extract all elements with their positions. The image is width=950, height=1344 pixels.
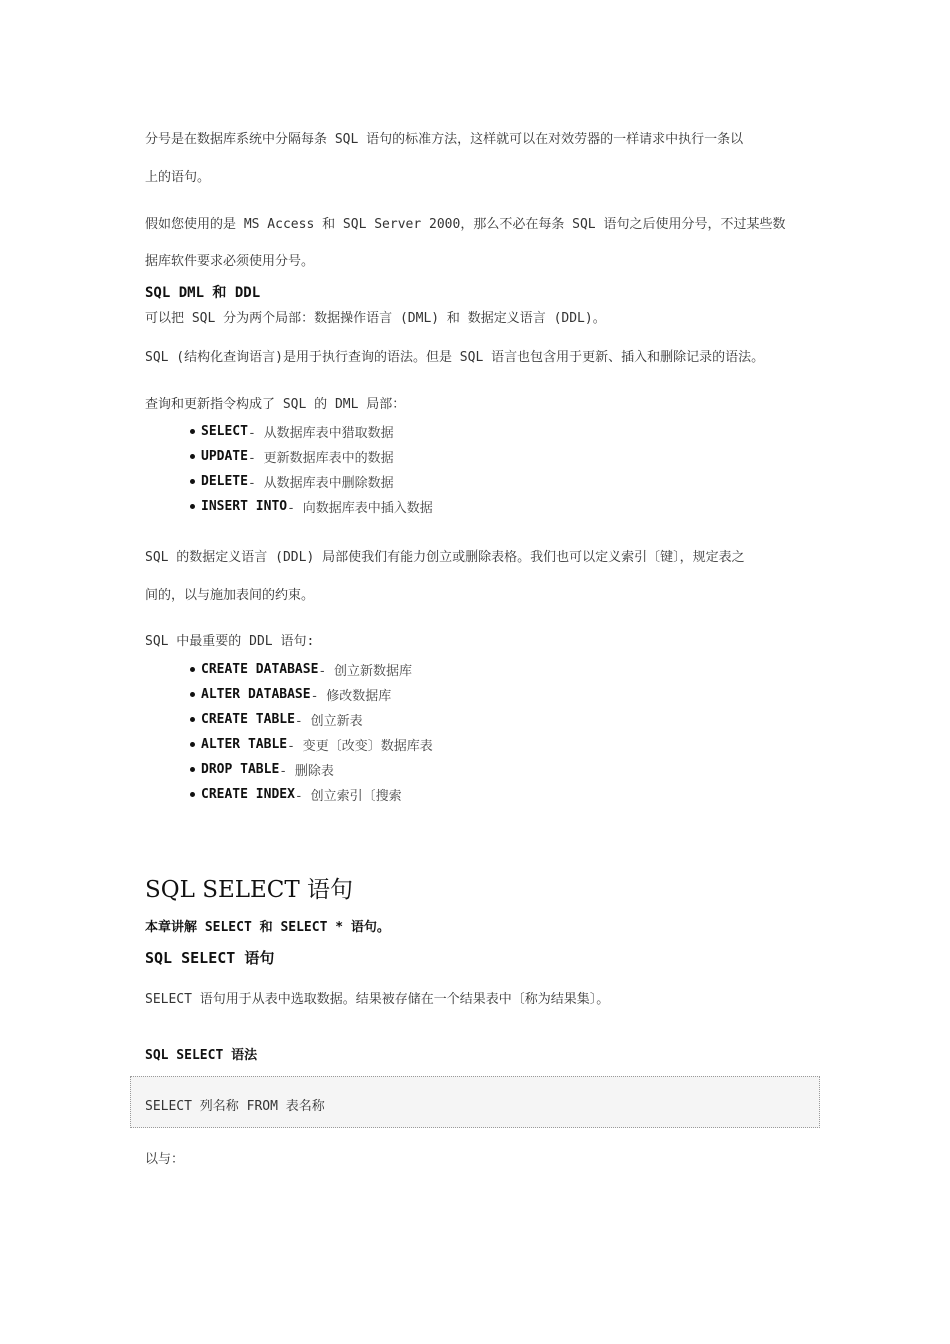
- command-keyword: ALTER TABLE: [201, 737, 288, 752]
- bullet-icon: [190, 667, 195, 672]
- command-keyword: DELETE: [201, 474, 248, 489]
- ddl-paragraph-line-1: SQL 的数据定义语言 (DDL) 局部使我们有能力创立或删除表格。我们也可以定义索引〔键〕，规定表之: [145, 550, 745, 565]
- list-item: [190, 444, 433, 469]
- command-description: - 从数据库表中删除数据: [247, 476, 394, 491]
- syntax-heading: SQL SELECT 语法: [145, 1048, 258, 1063]
- code-block: [130, 1076, 820, 1128]
- bullet-icon: [190, 429, 195, 434]
- command-keyword: CREATE TABLE: [201, 712, 295, 727]
- bullet-icon: [190, 479, 195, 484]
- command-description: - 创立新数据库: [318, 664, 413, 679]
- list-item: [190, 757, 433, 782]
- trailing-text: 以与：: [145, 1152, 185, 1167]
- select-section-title: SQL SELECT 语句: [145, 877, 354, 903]
- command-keyword: CREATE INDEX: [201, 787, 295, 802]
- list-item: [190, 657, 433, 682]
- list-item: [190, 419, 433, 444]
- ddl-statements-intro: SQL 中最重要的 DDL 语句:: [145, 634, 315, 649]
- dml-ddl-heading: SQL DML 和 DDL: [145, 285, 261, 301]
- bullet-icon: [190, 742, 195, 747]
- command-keyword: SELECT: [201, 424, 248, 439]
- code-text: SELECT 列名称 FROM 表名称: [145, 1099, 325, 1114]
- command-description: - 创立新表: [294, 714, 363, 729]
- dml-ddl-paragraph-2: SQL (结构化查询语言)是用于执行查询的语法。但是 SQL 语言也包含用于更新、插入和删除记录的语法。: [145, 350, 765, 365]
- bullet-icon: [190, 692, 195, 697]
- intro-paragraph-line-1: 分号是在数据库系统中分隔每条 SQL 语句的标准方法，这样就可以在对效劳器的一样请求中执行一条以: [145, 132, 744, 147]
- intro-paragraph-line-3: 假如您使用的是 MS Access 和 SQL Server 2000，那么不必在每条 SQL 语句之后使用分号，不过某些数: [145, 217, 786, 232]
- command-keyword: ALTER DATABASE: [201, 687, 311, 702]
- intro-paragraph-line-4: 据库软件要求必须使用分号。: [145, 254, 315, 269]
- bullet-icon: [190, 504, 195, 509]
- command-description: - 修改数据库: [310, 689, 392, 704]
- list-item: [190, 707, 433, 732]
- ddl-paragraph-line-2: 间的，以与施加表间的约束。: [145, 588, 315, 603]
- bullet-icon: [190, 767, 195, 772]
- intro-paragraph-line-2: 上的语句。: [145, 170, 211, 185]
- bullet-icon: [190, 717, 195, 722]
- list-item: [190, 682, 433, 707]
- list-item: [190, 782, 433, 807]
- dml-command-list: [190, 419, 433, 519]
- command-keyword: INSERT INTO: [201, 499, 288, 514]
- command-description: - 创立索引〔搜索: [294, 789, 402, 804]
- command-description: - 删除表: [279, 764, 334, 779]
- select-description: SELECT 语句用于从表中选取数据。结果被存储在一个结果表中〔称为结果集〕。: [145, 992, 610, 1007]
- command-keyword: DROP TABLE: [201, 762, 280, 777]
- list-item: [190, 494, 433, 519]
- command-description: - 从数据库表中猎取数据: [247, 426, 394, 441]
- list-item: [190, 732, 433, 757]
- ddl-command-list: [190, 657, 433, 807]
- bullet-icon: [190, 792, 195, 797]
- command-keyword: CREATE DATABASE: [201, 662, 319, 677]
- command-keyword: UPDATE: [201, 449, 248, 464]
- dml-ddl-paragraph-1: 可以把 SQL 分为两个局部：数据操作语言 (DML) 和 数据定义语言 (DDL)。: [145, 311, 606, 326]
- dml-ddl-paragraph-3: 查询和更新指令构成了 SQL 的 DML 局部：: [145, 397, 406, 412]
- select-statement-heading: SQL SELECT 语句: [145, 949, 275, 967]
- list-item: [190, 469, 433, 494]
- command-description: - 更新数据库表中的数据: [247, 451, 394, 466]
- select-section-subtitle: 本章讲解 SELECT 和 SELECT * 语句。: [145, 920, 390, 935]
- command-description: - 向数据库表中插入数据: [287, 501, 433, 516]
- command-description: - 变更〔改变〕数据库表: [287, 739, 433, 754]
- bullet-icon: [190, 454, 195, 459]
